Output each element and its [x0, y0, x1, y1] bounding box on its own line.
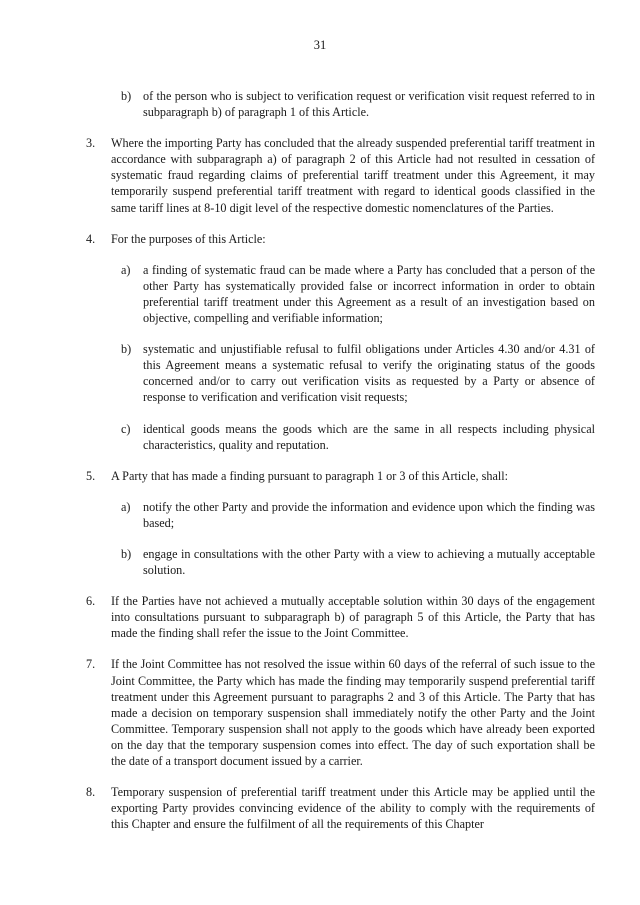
paragraph-number: 3. [86, 136, 96, 151]
subparagraph-label: a) [121, 262, 131, 277]
subparagraph-text: a finding of systematic fraud can be made where a Party has concluded that a person of the other Party has systematically provided false or incorrect information in order to obtain preferential tariff treatment under this Agreement as a result of an investigation based on objective, compelling and verifiable information; [143, 262, 595, 326]
subparagraph-label: b) [121, 89, 132, 103]
subparagraph-label: b) [121, 342, 132, 357]
paragraph-text: If the Joint Committee has not resolved the issue within 60 days of the referral of such issue to the Joint Committee, the Party which has made the finding may temporarily suspend preferential tariff treatment under this Agreement pursuant to paragraphs 2 and 3 of this Article. The Party that has made a decision on temporary suspension shall immediately notify the other Party and the Joint Committee. Temporary suspension shall not apply to the goods which have already been exported on the day that the temporary suspension comes into effect. The day of such exportation shall be the date of a transport document issued by a carrier. [111, 657, 595, 768]
subparagraph-label: b) [121, 546, 132, 561]
paragraph-text: If the Parties have not achieved a mutually acceptable solution within 30 days of the engagement into consultations pursuant to subparagraph b) of paragraph 5 of this Article, the Party that has made the finding shall refer the issue to the Joint Committee. [111, 594, 595, 641]
subparagraph-text: systematic and unjustifiable refusal to fulfil obligations under Articles 4.30 and/or 4.31 of this Agreement means a systematic refusal to verify the originating status of the goods concerned and/or to carry out verification visits as requested by a Party or absence of response to verification and verification visit requests; [143, 342, 595, 405]
page-number: 31 [313, 38, 327, 52]
paragraph-text: Temporary suspension of preferential tariff treatment under this Article may be applied until the exporting Party provides convincing evidence of the ability to comply with the requirements of this Chapter and ensure the fulfilment of all the requirements of this Chapter [111, 785, 595, 832]
paragraph-4 [86, 231, 595, 247]
subparagraph-b [86, 546, 595, 578]
paragraph-5 [86, 468, 595, 484]
paragraph-number: 5. [86, 468, 96, 483]
paragraph-3 [86, 135, 595, 215]
subparagraph-a [86, 499, 595, 531]
subparagraph-a [86, 262, 595, 326]
subparagraph-c [86, 421, 595, 453]
paragraph-7 [86, 656, 595, 769]
paragraph-6 [86, 593, 595, 641]
subparagraph-text: notify the other Party and provide the information and evidence upon which the finding was based; [143, 499, 595, 530]
document-body [86, 88, 595, 847]
paragraph-text: For the purposes of this Article: [111, 231, 266, 246]
paragraph-list [86, 135, 595, 832]
paragraph-8 [86, 784, 595, 832]
subparagraph-text: engage in consultations with the other Party with a view to achieving a mutually acceptable solution. [143, 546, 595, 578]
subparagraph-b [86, 88, 595, 120]
paragraph-number: 6. [86, 594, 96, 609]
paragraph-text: A Party that has made a finding pursuant to paragraph 1 or 3 of this Article, shall: [111, 468, 509, 483]
paragraph-number: 7. [86, 657, 96, 672]
paragraph-number: 8. [86, 785, 96, 800]
subparagraph-text: identical goods means the goods which are the same in all respects including physical characteristics, quality and reputation. [143, 421, 595, 452]
subparagraph-b [86, 341, 595, 405]
subparagraph-text: of the person who is subject to verification request or verification visit request referred to in subparagraph b) of paragraph 1 of this Article. [143, 89, 595, 120]
subparagraph-label: c) [121, 421, 131, 436]
subparagraph-label: a) [121, 499, 131, 514]
paragraph-text: Where the importing Party has concluded that the already suspended preferential tariff treatment in accordance with subparagraph a) of paragraph 2 of this Article had not resulted in cessation of systematic fraud regarding claims of preferential tariff treatment under this Agreement, it may temporarily suspend preferential tariff treatment with regard to identical goods classified in the same tariff lines at 8-10 digit level of the respective domestic nomenclatures of the Parties. [111, 136, 595, 215]
paragraph-number: 4. [86, 231, 96, 246]
